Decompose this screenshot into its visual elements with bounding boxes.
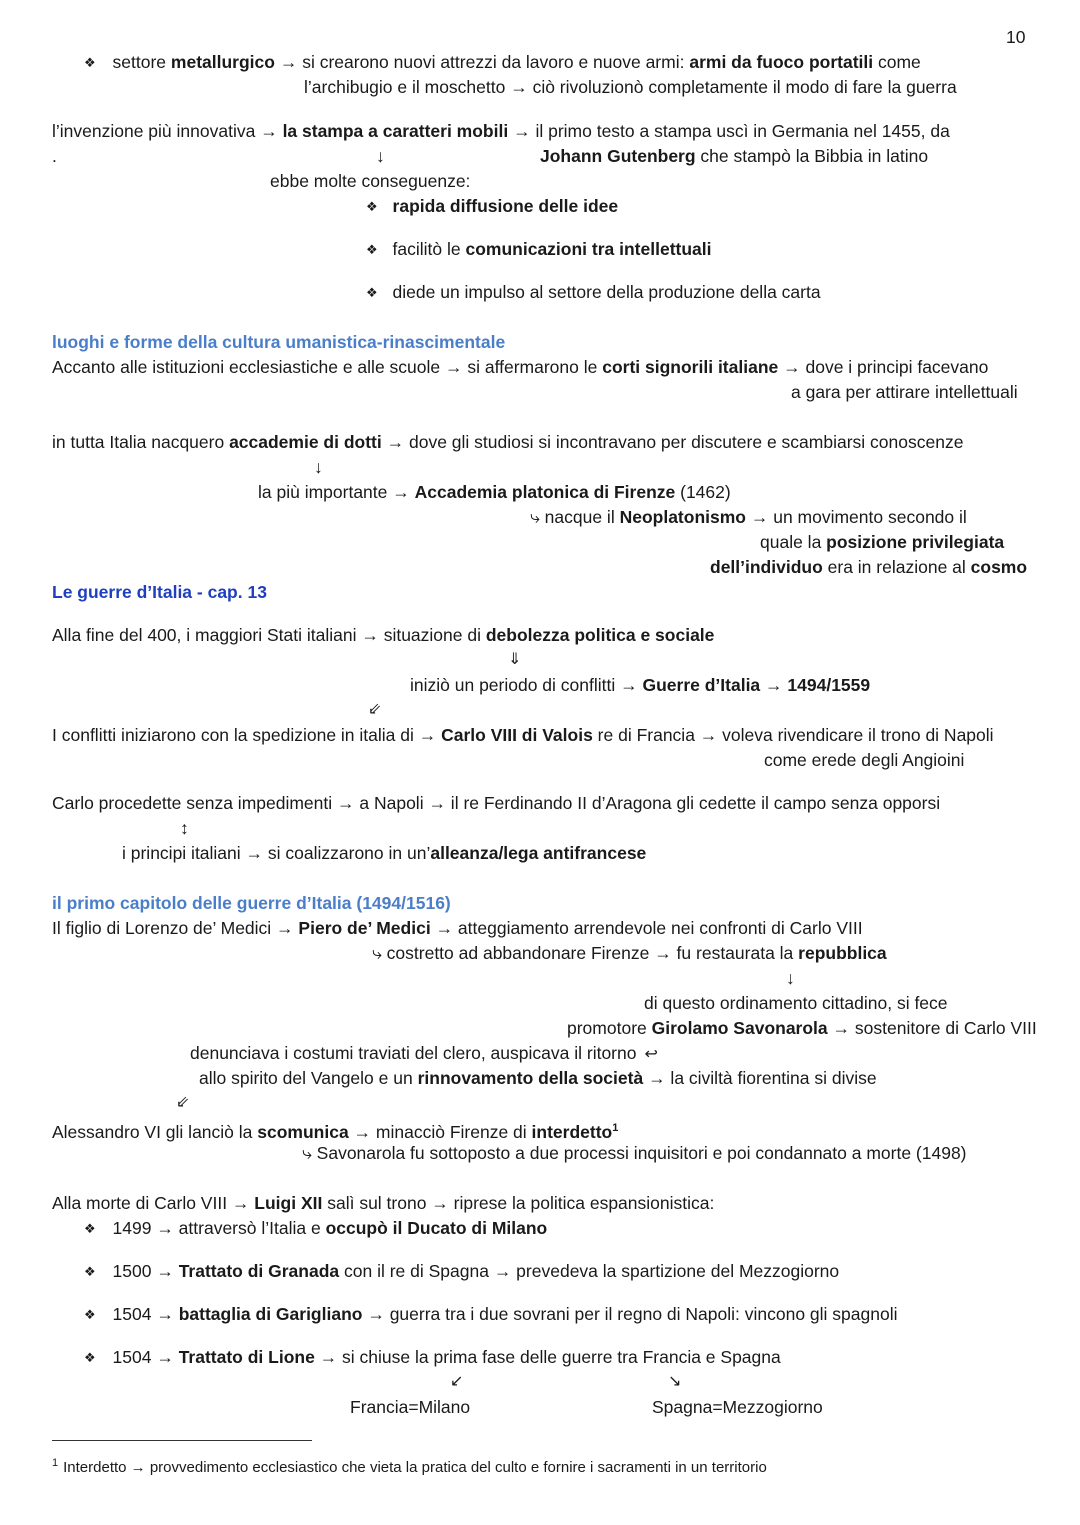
text-line: iniziò un periodo di conflitti → Guerre d’Italia → 1494/1559	[410, 675, 871, 695]
diamond-bullet-icon: ❖	[366, 242, 378, 257]
event-item: ❖ 1504 → Trattato di Lione → si chiuse la prima fase delle guerre tra Francia e Spagna	[84, 1347, 781, 1367]
section-heading: luoghi e forme della cultura umanistica-rinascimentale	[52, 332, 506, 352]
return-arrow-icon: ↩	[644, 1046, 658, 1063]
text-line: Carlo procedette senza impedimenti → a Napoli → il re Ferdinando II d’Aragona gli cedette il campo senza opporsi	[52, 793, 941, 813]
down-arrow-icon: ↓	[376, 146, 385, 166]
up-down-arrow-icon: ↕	[180, 818, 189, 838]
bullet-consequence: ❖ diede un impulso al settore della produzione della carta	[366, 282, 821, 302]
text-line: ebbe molte conseguenze:	[270, 171, 471, 191]
text-line: come erede degli Angioini	[764, 750, 965, 770]
text-line: di questo ordinamento cittadino, si fece	[644, 993, 948, 1013]
text-line: quale la posizione privilegiata	[760, 532, 1005, 552]
text-line: in tutta Italia nacquero accademie di dotti → dove gli studiosi si incontravano per discutere e scambiarsi conoscenze	[52, 432, 964, 452]
event-item: ❖ 1499 → attraversò l’Italia e occupò il Ducato di Milano	[84, 1218, 548, 1238]
text-line: promotore Girolamo Savonarola → sostenitore di Carlo VIII	[567, 1018, 1037, 1038]
text-line: Johann Gutenberg che stampò la Bibbia in latino	[540, 146, 929, 166]
down-arrow-icon: ↓	[314, 457, 323, 477]
diamond-bullet-icon: ❖	[84, 1264, 96, 1279]
text-line: Spagna=Mezzogiorno	[652, 1397, 823, 1417]
page-number: 10	[1006, 27, 1026, 47]
bullet-consequence: ❖ rapida diffusione delle idee	[366, 196, 619, 216]
double-down-left-arrow-icon: ⇙	[176, 1094, 190, 1111]
footnote-ref: 1	[612, 1122, 619, 1134]
section-heading: il primo capitolo delle guerre d’Italia (1494/1516)	[52, 893, 451, 913]
down-arrow-icon: ↓	[786, 968, 795, 988]
text-line: I conflitti iniziarono con la spedizione in italia di → Carlo VIII di Valois re di Francia → voleva rivendicare il trono di Napoli	[52, 725, 994, 745]
diamond-bullet-icon: ❖	[84, 55, 96, 70]
footnote-divider	[52, 1440, 312, 1441]
text-line: Accanto alle istituzioni ecclesiastiche e alle scuole → si affermarono le corti signorili italiane → dove i principi facevano	[52, 357, 989, 377]
text-line: Alessandro VI gli lanciò la scomunica → minacciò Firenze di interdetto$^1$	[52, 1121, 619, 1142]
down-right-arrow-icon: ↘	[668, 1373, 682, 1390]
diamond-bullet-icon: ❖	[366, 199, 378, 214]
text-line: l’archibugio e il moschetto → ciò rivoluzionò completamente il modo di fare la guerra	[304, 77, 957, 97]
text-line: allo spirito del Vangelo e un rinnovamento della società → la civiltà fiorentina si divise	[199, 1068, 877, 1088]
text-line: Alla fine del 400, i maggiori Stati italiani → situazione di debolezza politica e sociale	[52, 625, 715, 645]
text-line: ⤷ nacque il Neoplatonismo → un movimento secondo il	[530, 507, 967, 527]
event-item: ❖ 1504 → battaglia di Garigliano → guerra tra i due sovrani per il regno di Napoli: vincono gli spagnoli	[84, 1304, 898, 1324]
dot-mark: .	[52, 146, 57, 166]
text-line: la più importante → Accademia platonica di Firenze (1462)	[258, 482, 731, 502]
event-item: ❖ 1500 → Trattato di Granada con il re di Spagna → prevedeva la spartizione del Mezzogiorno	[84, 1261, 840, 1281]
text-line: ⤷ costretto ad abbandonare Firenze → fu restaurata la repubblica	[372, 943, 887, 963]
double-down-left-arrow-icon: ⇙	[368, 701, 382, 718]
text-line: i principi italiani → si coalizzarono in un’alleanza/lega antifrancese	[122, 843, 647, 863]
diamond-bullet-icon: ❖	[84, 1307, 96, 1322]
text-line: ⤷ Savonarola fu sottoposto a due processi inquisitori e poi condannato a morte (1498)	[302, 1143, 967, 1163]
diamond-bullet-icon: ❖	[84, 1350, 96, 1365]
diamond-bullet-icon: ❖	[366, 285, 378, 300]
text-line: Alla morte di Carlo VIII → Luigi XII salì sul trono → riprese la politica espansionistica:	[52, 1193, 715, 1213]
text-line: denunciava i costumi traviati del clero, auspicava il ritorno ↩	[190, 1043, 658, 1063]
text-line: Francia=Milano	[350, 1397, 471, 1417]
footnote: $^1$ Interdetto → provvedimento ecclesiastico che vieta la pratica del culto e fornire i sacramenti in un territorio	[52, 1457, 767, 1476]
diamond-bullet-icon: ❖	[84, 1221, 96, 1236]
bullet-consequence: ❖ facilitò le comunicazioni tra intellettuali	[366, 239, 712, 259]
text-line: Il figlio di Lorenzo de’ Medici → Piero de’ Medici → atteggiamento arrendevole nei confronti di Carlo VIII	[52, 918, 863, 938]
text-line: l’invenzione più innovativa → la stampa a caratteri mobili → il primo testo a stampa uscì in Germania nel 1455, da	[52, 121, 950, 141]
text-line: a gara per attirare intellettuali	[791, 382, 1018, 402]
down-left-arrow-icon: ↙	[450, 1373, 464, 1390]
text-line: dell’individuo era in relazione al cosmo	[710, 557, 1028, 577]
double-down-arrow-icon: ⇓	[508, 651, 522, 668]
chapter-heading: Le guerre d’Italia - cap. 13	[52, 582, 267, 602]
bullet-metallurgico: ❖ settore metallurgico → si crearono nuovi attrezzi da lavoro e nuove armi: armi da fuoco portatili come	[84, 52, 921, 72]
